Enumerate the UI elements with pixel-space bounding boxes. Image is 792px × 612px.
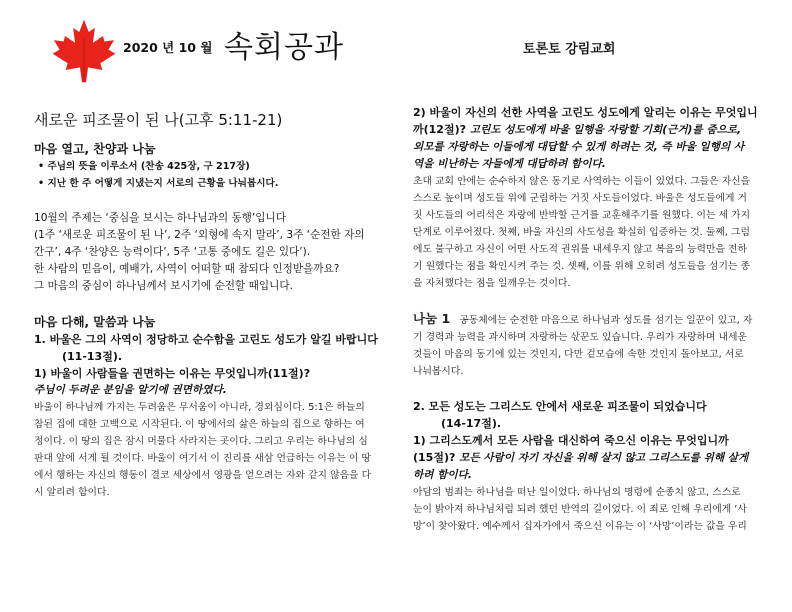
body-line: 아담의 범죄는 하나님을 떠난 일이었다. 하나님의 명령에 순종치 않고, 스스로 [413,487,741,498]
body-line: 짓 사도들의 어리석은 자랑에 반박할 근거를 교훈해주기를 원했다. 이는 세 가지 [413,210,751,221]
left-column [34,110,394,501]
answer-text: 외모를 자랑하는 이들에게 대답할 수 있게 하려는 것, 즉 바울 일행의 사 [413,141,745,153]
praise-list [34,158,394,192]
share-line: 나눠봅시다. [413,366,464,377]
body-line: 망’이 찾아왔다. 예수께서 십자가에서 죽으신 이유는 이 ‘사망’이라는 값을 우리 [413,521,747,532]
body-line: 판대 앞에 서게 될 것이다. 바울이 여기서 이 진리를 새삼 언급하는 이유는 이 땅 [34,453,371,464]
point-heading: 2. 모든 성도는 그리스도 안에서 새로운 피조물이 되었습니다 [413,400,707,413]
body-line: 에도 불구하고 자신이 어떤 사도적 권위를 내세우지 않고 복음의 능력만을 전하 [413,244,747,255]
share-label: 나눔 1 [413,311,451,326]
body-line: 초대 교회 안에는 순수하지 않은 동기로 사역하는 이들이 있었다. 그들은 자신을 [413,176,751,187]
question-heading-cont [413,449,763,467]
point-heading: 1. 바울은 그의 사역이 정당하고 순수함을 고린도 성도가 알길 바랍니다 [34,333,378,346]
point-heading-verses: (11-13절). [62,350,123,363]
question-heading: 1) 바울이 사람들을 권면하는 이유는 무엇입니까(11절)? [34,367,311,380]
body-line: 을 자처했다는 점을 일깨우는 것이다. [413,278,571,289]
body-line: 눈이 밝아져 하나님처럼 되려 했던 반역의 길이었다. 이 죄로 인해 우리에게 ‘사 [413,504,747,515]
answer-text: 고린도 성도에게 바울 일행을 자랑할 기회(근거)를 줌으로, [469,124,742,136]
list-item: • 주님의 뜻을 이루소서 (찬송 425장, 구 217장) [38,158,394,175]
theme-line: (1주 ‘새로운 피조물이 된 나’, 2주 ‘외형에 속지 말라’, 3주 ‘순전한 자의 [34,229,365,241]
body-line: 정이다. 이 땅의 집은 잠시 머물다 사라지는 곳이다. 그리고 우리는 하나님의 심 [34,436,368,447]
answer-text: 역을 비난하는 자들에게 대답하려 함이다. [413,158,606,170]
theme-line: 그 마음의 중심이 하나님께서 보시기에 순전할 때입니다. [34,280,293,292]
section-heading-praise: 마음 열고, 찬양과 나눔 [34,142,156,156]
share-line [413,310,763,329]
question-verse: 까(12절)? [413,123,466,136]
answer-text: 하려 함이다. [413,469,472,481]
body-line: 단계로 이루어졌다. 첫째, 바울 자신의 사도성을 확실히 입증하는 것. 둘째, 그럼 [413,227,750,238]
section-heading-word: 마음 다해, 말씀과 나눔 [34,315,156,329]
theme-line: 한 사람의 믿음이, 예배가, 사역이 어떠할 때 참되다 인정받을까요? [34,263,340,275]
question-heading-cont [413,121,763,139]
question-heading: 2) 바울이 자신의 선한 사역을 고린도 성도에게 알리는 이유는 무엇입니 [413,106,758,119]
right-column [413,104,763,535]
share-line: 것들이 마음의 동기에 있는 것인지, 다만 겉모습에 속한 것인지 돌아보고, 서로 [413,349,744,360]
maple-leaf-icon [50,16,118,86]
body-line: 참된 집에 대한 고백으로 시작된다. 이 땅에서의 삶은 하늘의 집으로 향하는 여 [34,419,365,430]
question-heading: 1) 그리스도께서 모든 사람을 대신하여 죽으신 이유는 무엇입니까 [413,434,729,447]
lesson-title: 새로운 피조물이 된 나(고후 5:11-21) [34,111,283,129]
list-item: • 지난 한 주 어떻게 지냈는지 서로의 근황을 나눠봅시다. [38,175,394,192]
body-line: 바울이 하나님께 가지는 두려움은 무서움이 아니라, 경외심이다. 5:1은 하늘의 [34,402,365,413]
body-line: 기 원했다는 점을 확인시켜 주는 것. 셋째, 이를 위해 오히려 성도들을 섬기는 종 [413,261,750,272]
point-heading-verses: (14-17절). [441,417,502,430]
body-line: 스스로 높이며 성도들 위에 군림하는 거짓 사도들이었다. 바울은 성도들에게 거 [413,193,747,204]
body-line: 시 알리려 함이다. [34,487,110,498]
page-title: 속회공과 [224,30,344,65]
body-line: 에서 행하는 자신의 행동이 결코 세상에서 영광을 얻으려는 자와 같지 않음을 다 [34,470,372,481]
answer-text: 모든 사람이 자기 자신을 위해 살지 않고 그리스도를 위해 살게 [459,452,749,464]
share-line: 기 경력과 능력을 과시하며 자랑하는 삯꾼도 있습니다. 우리가 자랑하며 내세운 [413,332,747,343]
issue-date: 2020 년 10 월 [123,40,213,55]
share-text: 공동체에는 순전한 마음으로 하나님과 성도를 섬기는 일꾼이 있고, 자 [459,315,753,326]
theme-line: 10월의 주제는 ‘중심을 보시는 하나님과의 동행’입니다 [34,212,286,224]
theme-line: 간구’, 4주 ‘찬양은 능력이다’, 5주 ‘고통 중에도 길은 있다’). [34,246,311,258]
question-verse: (15절)? [413,451,456,464]
church-name: 토론토 강림교회 [523,42,616,57]
answer-text: 주님이 두려운 분임을 알기에 권면하였다. [34,384,227,396]
